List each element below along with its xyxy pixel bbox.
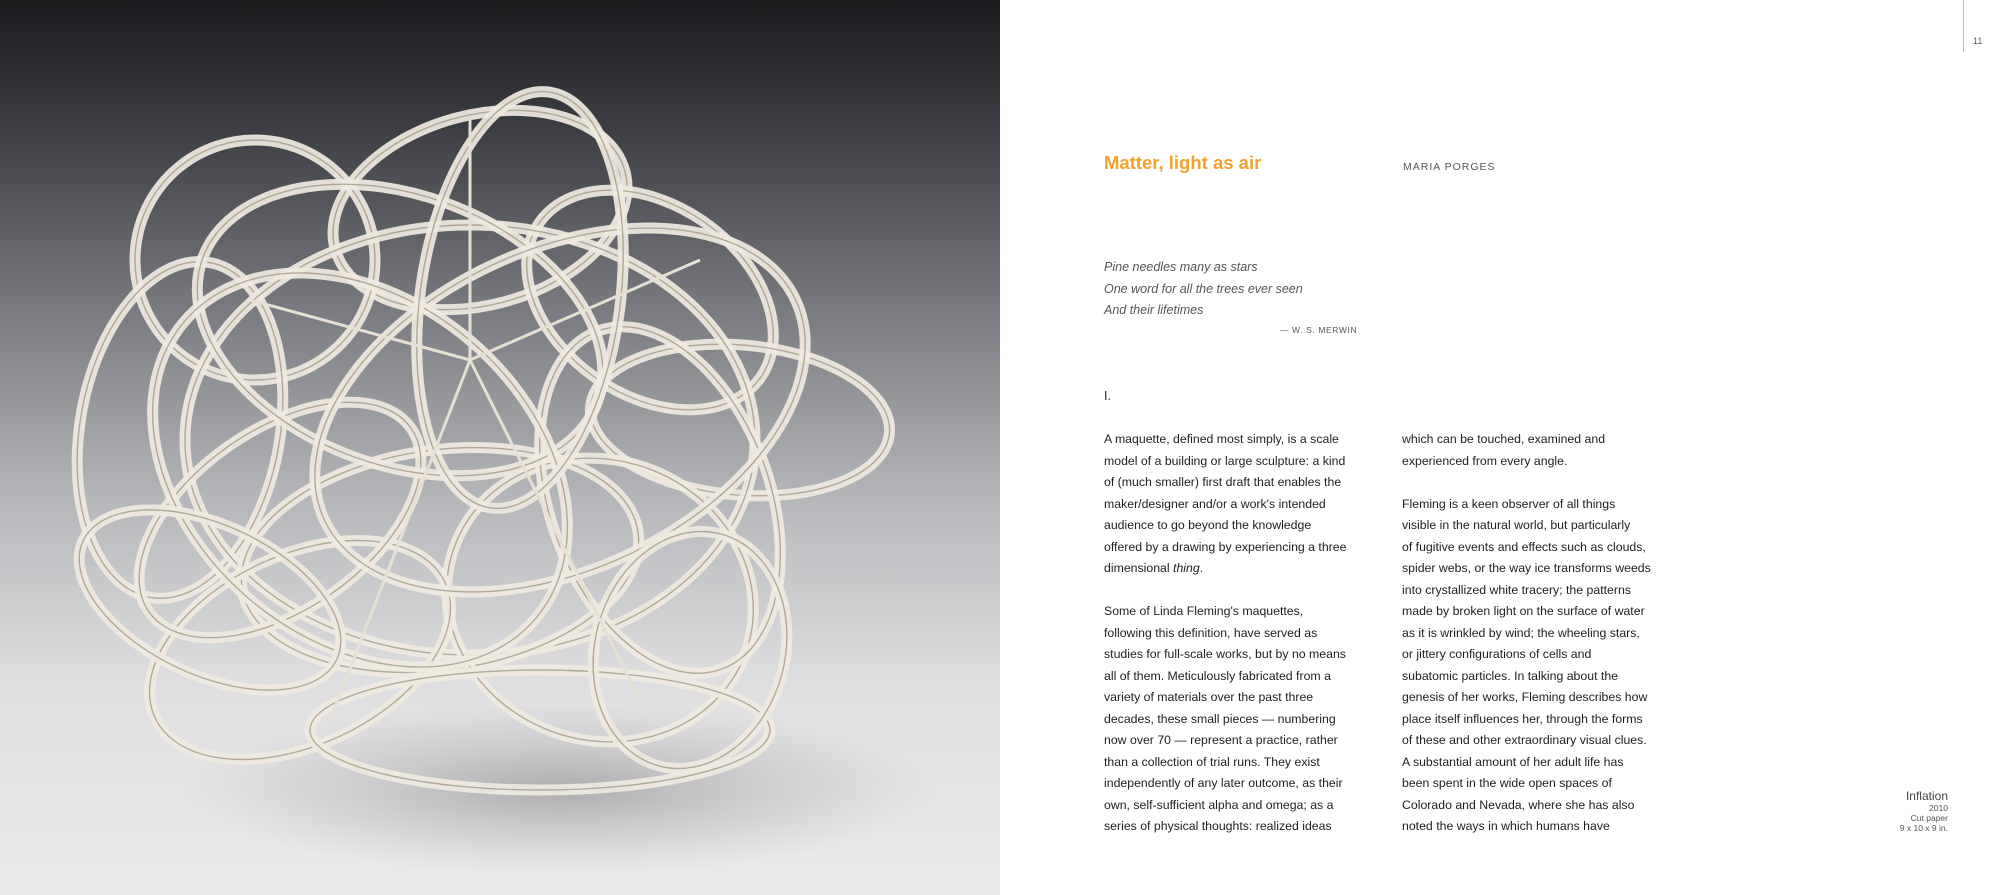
caption-year: 2010 [1929, 803, 1948, 813]
text-line: own, self-sufficient alpha and omega; as a [1104, 797, 1334, 812]
text-line: A maquette, defined most simply, is a scale [1104, 432, 1339, 446]
essay-author: MARIA PORGES [1403, 161, 1496, 173]
epigraph [1104, 257, 1384, 335]
text-line [1104, 558, 1359, 580]
text-line: place itself influences her, through the forms [1402, 711, 1643, 726]
text-line: Fleming is a keen observer of all things [1402, 496, 1616, 511]
text-fragment: . [1199, 561, 1204, 575]
text-line: subatomic particles. In talking about the [1402, 668, 1619, 683]
text-line: all of them. Meticulously fabricated from a [1104, 668, 1331, 683]
text-line: noted the ways in which humans have [1402, 819, 1610, 833]
page-rule [1963, 0, 1964, 52]
text-line: genesis of her works, Fleming describes how [1402, 690, 1648, 704]
caption-dimensions: 9 x 10 x 9 in. [1899, 823, 1948, 833]
artwork-caption [1900, 789, 1948, 833]
paper-ring [86, 91, 424, 429]
text-line: A substantial amount of her adult life has [1402, 754, 1624, 769]
text-line: independently of any later outcome, as their [1104, 776, 1343, 790]
text-line: of fugitive events and effects such as clouds, [1402, 539, 1646, 554]
text-line: made by broken light on the surface of water [1402, 604, 1645, 618]
essay-title: Matter, light as air [1104, 152, 1262, 173]
text-line: Some of Linda Fleming's maquettes, [1104, 604, 1304, 618]
emphasis-thing: thing [1173, 561, 1200, 575]
text-line: offered by a drawing by experiencing a three [1104, 539, 1347, 554]
text-line: variety of materials over the past three [1104, 690, 1314, 704]
text-line: studies for full-scale works, but by no means [1104, 647, 1346, 661]
text-line: following this definition, have served as [1104, 625, 1318, 640]
text-line: visible in the natural world, but particularly [1402, 518, 1631, 532]
text-line: than a collection of trial runs. They exist [1104, 754, 1320, 769]
text-line: into crystallized white tracery; the patterns [1402, 582, 1631, 597]
text-line: been spent in the wide open spaces of [1402, 776, 1612, 790]
text-line: or jittery configurations of cells and [1402, 647, 1592, 661]
text-line: audience to go beyond the knowledge [1104, 518, 1312, 532]
text-column-1 [1104, 429, 1359, 838]
page-number: 11 [1973, 36, 1983, 46]
epigraph-line: And their lifetimes [1104, 303, 1204, 317]
text-fragment: dimensional [1104, 561, 1174, 575]
text-line: which can be touched, examined and [1402, 432, 1606, 446]
text-page [1000, 0, 2000, 895]
text-line: decades, these small pieces — numbering [1104, 711, 1336, 726]
text-line: series of physical thoughts: realized ideas [1104, 819, 1332, 833]
epigraph-line: One word for all the trees ever seen [1104, 281, 1303, 296]
section-numeral: I. [1104, 389, 1111, 403]
text-line: as it is wrinkled by wind; the wheeling stars, [1402, 625, 1640, 640]
text-line: of (much smaller) first draft that enables the [1104, 475, 1342, 489]
epigraph-line: Pine needles many as stars [1104, 260, 1258, 274]
text-line: maker/designer and/or a work's intended [1104, 496, 1326, 511]
text-line: now over 70 — represent a practice, rather [1104, 733, 1338, 747]
text-line: spider webs, or the way ice transforms weeds [1402, 561, 1651, 575]
text-line: model of a building or large sculpture: a kind [1104, 453, 1346, 468]
caption-title: Inflation [1905, 789, 1948, 803]
text-column-2 [1402, 429, 1657, 838]
text-line: experienced from every angle. [1402, 453, 1568, 468]
epigraph-attribution: — W. S. MERWIN [1280, 325, 1358, 335]
caption-medium: Cut paper [1910, 813, 1948, 823]
text-line: of these and other extraordinary visual clues. [1402, 733, 1647, 747]
text-line: Colorado and Nevada, where she has also [1402, 797, 1635, 812]
